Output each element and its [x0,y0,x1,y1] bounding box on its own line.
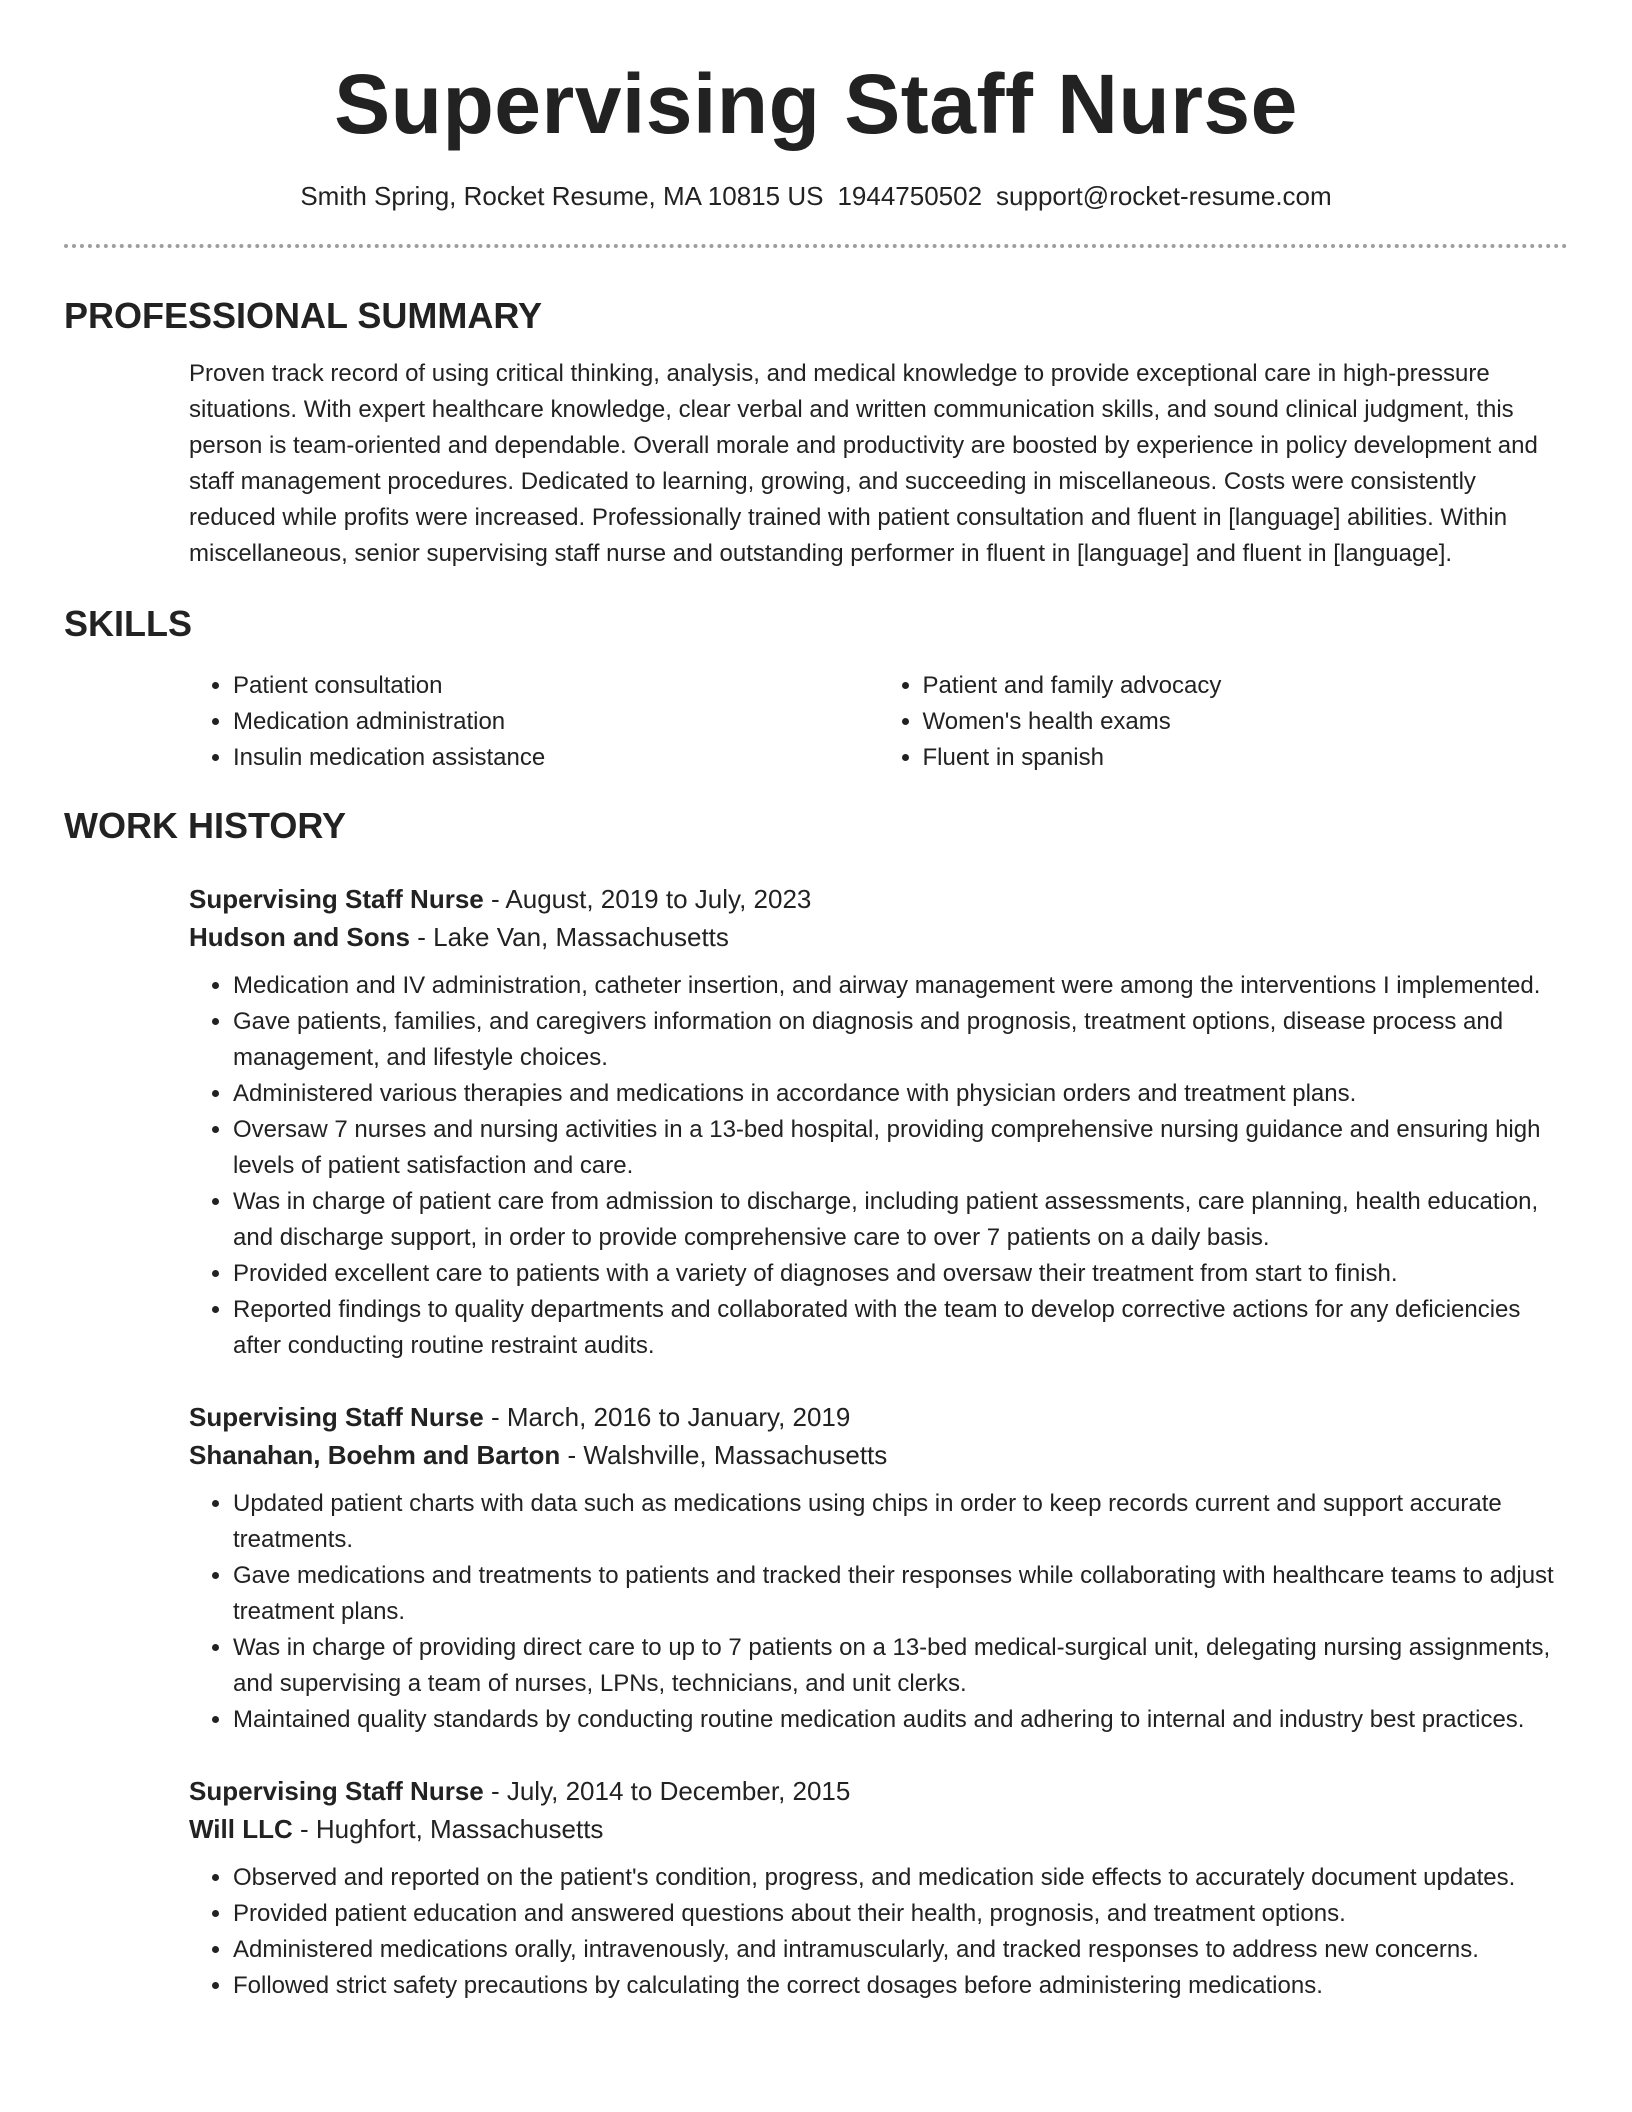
skills-heading: SKILLS [64,603,193,644]
contact-line [64,180,1568,212]
job-bullet: • Maintained quality standards by conducting routine medication audits and adhering to internal and industry best practices. [233,1702,1568,1738]
job-role: Supervising Staff Nurse [189,884,484,914]
job-bullet: • Updated patient charts with data such as medications using chips in order to keep records current and support accurate treatments. [233,1486,1568,1558]
job-title-line [189,1398,1568,1436]
job-bullets [189,968,1568,1364]
job-bullet: • Administered medications orally, intravenously, and intramuscularly, and tracked responses to address new concerns. [233,1932,1568,1968]
job-entry [64,1772,1568,2004]
job-bullet: • Gave medications and treatments to patients and tracked their responses while collaborating with healthcare teams to adjust treatment plans. [233,1558,1568,1630]
contact-address: Smith Spring, Rocket Resume, MA 10815 US [300,181,824,211]
job-dates: - March, 2016 to January, 2019 [483,1402,851,1432]
header-divider [64,244,1568,248]
job-bullet: • Followed strict safety precautions by calculating the correct dosages before administering medications. [233,1968,1568,2004]
skill-item: • Patient and family advocacy [923,668,1569,704]
skill-item: • Patient consultation [233,668,879,704]
job-bullets [189,1486,1568,1738]
job-location: - Hughfort, Massachusetts [292,1814,604,1844]
job-location: - Lake Van, Massachusetts [410,922,729,952]
job-dates: - August, 2019 to July, 2023 [483,884,812,914]
job-bullet: • Provided patient education and answered questions about their health, prognosis, and treatment options. [233,1896,1568,1932]
skill-item: • Women's health exams [923,704,1569,740]
job-location: - Walshville, Massachusetts [560,1440,888,1470]
job-bullet: • Gave patients, families, and caregivers information on diagnosis and prognosis, treatment options, disease process and management, and lifestyle choices. [233,1004,1568,1076]
candidate-name: Supervising Staff Nurse [334,57,1298,151]
job-bullets [189,1860,1568,2004]
skills-list [64,668,1568,776]
job-bullet: • Provided excellent care to patients with a variety of diagnoses and oversaw their treatment from start to finish. [233,1256,1568,1292]
job-company-line [189,1810,1568,1848]
contact-email: support@rocket-resume.com [996,181,1332,211]
skill-item: • Medication administration [233,704,879,740]
job-company: Shanahan, Boehm and Barton [189,1440,561,1470]
summary-heading: PROFESSIONAL SUMMARY [64,295,543,336]
job-role: Supervising Staff Nurse [189,1776,484,1806]
job-company-line [189,918,1568,956]
job-company-line [189,1436,1568,1474]
job-entry [64,880,1568,1364]
job-title-line [189,1772,1568,1810]
job-dates: - July, 2014 to December, 2015 [483,1776,851,1806]
summary-text: Proven track record of using critical thinking, analysis, and medical knowledge to provide exceptional care in high-pressure situations. With expert healthcare knowledge, clear verbal and written communication skills, and sound clinical judgment, this person is team-oriented and dependable. Overall morale and productivity are boosted by experience in policy development and staff management procedures. Dedicated to learning, growing, and succeeding in miscellaneous. Costs were consistently reduced while profits were increased. Professionally trained with patient consultation and fluent in [language] abilities. Within miscellaneous, senior supervising staff nurse and outstanding performer in fluent in [language] and fluent in [language]. [189,360,1538,567]
skill-item: • Fluent in spanish [923,740,1569,776]
skills-column-left [189,668,879,776]
job-bullet: • Observed and reported on the patient's condition, progress, and medication side effects to accurately document updates. [233,1860,1568,1896]
skill-item: • Insulin medication assistance [233,740,879,776]
job-bullet: • Was in charge of providing direct care to up to 7 patients on a 13-bed medical-surgical unit, delegating nursing assignments, and supervising a team of nurses, LPNs, technicians, and unit clerks. [233,1630,1568,1702]
job-bullet: • Oversaw 7 nurses and nursing activities in a 13-bed hospital, providing comprehensive nursing guidance and ensuring high levels of patient satisfaction and care. [233,1112,1568,1184]
work-history-heading: WORK HISTORY [64,805,347,846]
job-bullet: • Medication and IV administration, catheter insertion, and airway management were among the interventions I implemented. [233,968,1568,1004]
job-entry [64,1398,1568,1738]
job-role: Supervising Staff Nurse [189,1402,484,1432]
job-bullet: • Administered various therapies and medications in accordance with physician orders and treatment plans. [233,1076,1568,1112]
job-bullet: • Was in charge of patient care from admission to discharge, including patient assessments, care planning, health education, and discharge support, in order to provide comprehensive care to over 7 patients on a daily basis. [233,1184,1568,1256]
job-bullet: • Reported findings to quality departments and collaborated with the team to develop corrective actions for any deficiencies after conducting routine restraint audits. [233,1292,1568,1364]
skills-column-right [879,668,1569,776]
contact-phone: 1944750502 [837,181,983,211]
job-company: Will LLC [189,1814,293,1844]
job-company: Hudson and Sons [189,922,410,952]
job-title-line [189,880,1568,918]
